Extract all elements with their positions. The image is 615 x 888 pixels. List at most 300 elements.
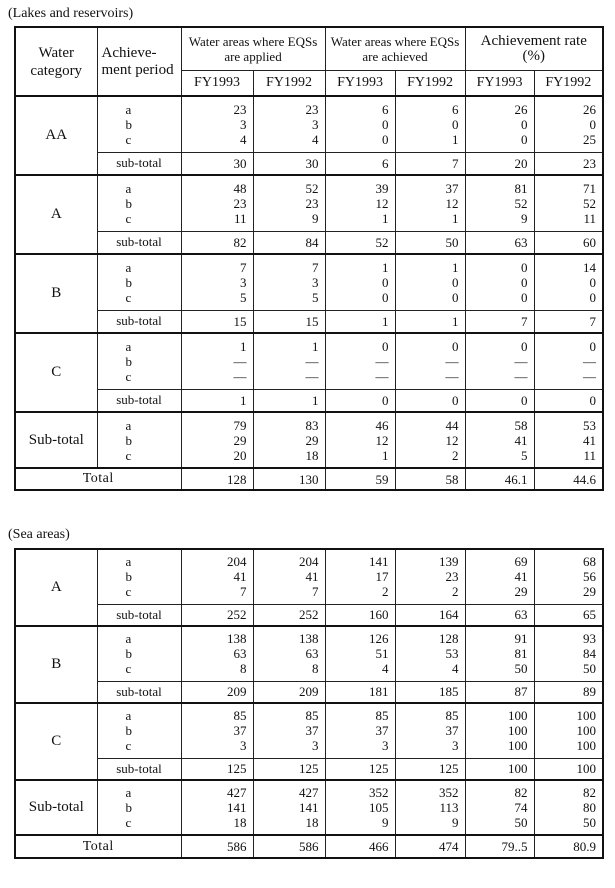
achievement-period-cell — [97, 703, 181, 758]
header-water-category: Water category — [15, 27, 97, 96]
rate-fy1992-subtotal: 65 — [534, 604, 603, 626]
period-label: b — [125, 646, 132, 662]
value: 85 — [233, 708, 247, 724]
rate-fy1993-total: 46.1 — [465, 468, 534, 490]
rate-fy1993-subtotal: 87 — [465, 681, 534, 703]
value: 7 — [240, 584, 247, 600]
applied-fy1992-cell — [253, 254, 325, 310]
applied-fy1993-cell — [181, 780, 253, 835]
achieved-fy1992-subtotal: 1 — [395, 310, 465, 333]
value: 9 — [521, 210, 528, 226]
table-row — [15, 333, 603, 389]
achieved-fy1993-subtotal: 160 — [325, 604, 395, 626]
header-fy1993: FY1993 — [325, 70, 395, 96]
value: — — [375, 353, 389, 369]
applied-fy1993-cell — [181, 412, 253, 468]
value: 3 — [382, 738, 389, 754]
value: 41 — [514, 569, 528, 585]
achieved-fy1993-subtotal: 1 — [325, 310, 395, 333]
achieved-fy1993-subtotal: 52 — [325, 231, 395, 254]
rate-fy1993-subtotal: 100 — [465, 758, 534, 780]
value: 23 — [305, 101, 319, 117]
value: 3 — [312, 738, 319, 754]
table-row — [15, 175, 603, 231]
value: 100 — [508, 723, 528, 739]
value: 82 — [514, 785, 528, 800]
value: 8 — [240, 661, 247, 677]
value: 100 — [508, 738, 528, 754]
value: 69 — [514, 554, 528, 570]
value: 100 — [576, 708, 596, 724]
rate-fy1993-cell — [465, 96, 534, 152]
value: 3 — [240, 738, 247, 754]
achievement-period-cell — [97, 175, 181, 231]
period-label: c — [125, 815, 132, 830]
value: 0 — [382, 289, 389, 305]
value: 0 — [521, 116, 528, 132]
value: 12 — [375, 195, 389, 211]
value: 0 — [521, 131, 528, 147]
rate-fy1993-subtotal: 7 — [465, 310, 534, 333]
value: 1 — [382, 259, 389, 275]
value: 63 — [233, 646, 247, 662]
value: 7 — [312, 259, 319, 275]
applied-fy1993-cell — [181, 333, 253, 389]
rate-fy1992-cell — [534, 626, 603, 681]
period-label: c — [125, 131, 132, 147]
table-row — [15, 626, 603, 681]
water-category-cell: C — [15, 333, 97, 412]
value: 12 — [445, 195, 459, 211]
achieved-fy1993-cell — [325, 549, 395, 604]
header-fy1992: FY1992 — [534, 70, 603, 96]
period-label: b — [125, 195, 132, 211]
value: 18 — [233, 815, 247, 830]
applied-fy1993-subtotal: 82 — [181, 231, 253, 254]
value: 81 — [514, 646, 528, 662]
rate-fy1992-cell — [534, 96, 603, 152]
applied-fy1992-subtotal: 30 — [253, 152, 325, 175]
value: 352 — [369, 785, 389, 800]
value: 37 — [445, 723, 459, 739]
achieved-fy1993-cell — [325, 175, 395, 231]
value: 1 — [452, 259, 459, 275]
water-category-cell: C — [15, 703, 97, 780]
value: 3 — [240, 274, 247, 290]
rate-fy1993-cell — [465, 254, 534, 310]
rate-fy1993-subtotal: 63 — [465, 231, 534, 254]
applied-fy1992-subtotal: 1 — [253, 389, 325, 412]
value: 9 — [452, 815, 459, 830]
value: 41 — [305, 569, 319, 585]
value: 85 — [305, 708, 319, 724]
value: 41 — [583, 432, 597, 448]
value: 0 — [382, 338, 389, 354]
achievement-period-cell — [97, 333, 181, 389]
applied-fy1992-cell — [253, 175, 325, 231]
value: 50 — [583, 815, 596, 830]
value: 48 — [233, 180, 247, 196]
value: 0 — [589, 274, 597, 290]
value: — — [305, 368, 319, 384]
applied-fy1993-cell — [181, 626, 253, 681]
value: 26 — [583, 101, 597, 117]
applied-fy1992-subtotal: 252 — [253, 604, 325, 626]
value: 53 — [445, 646, 459, 662]
applied-fy1992-subtotal: 125 — [253, 758, 325, 780]
rate-fy1993-subtotal: 0 — [465, 389, 534, 412]
header-applied: Water areas where EQSs are applied — [181, 27, 325, 70]
applied-fy1992-subtotal: 209 — [253, 681, 325, 703]
value: 52 — [514, 195, 528, 211]
value: 3 — [312, 116, 319, 132]
value: 126 — [369, 631, 389, 647]
value: 141 — [299, 800, 319, 815]
value: 3 — [240, 116, 247, 132]
rate-fy1992-subtotal: 23 — [534, 152, 603, 175]
subtotal-row — [15, 310, 603, 333]
value: 17 — [375, 569, 389, 585]
applied-fy1993-subtotal: 15 — [181, 310, 253, 333]
value: 80 — [583, 800, 596, 815]
rate-fy1993-cell — [465, 175, 534, 231]
period-label: a — [125, 338, 132, 354]
applied-fy1992-cell — [253, 96, 325, 152]
water-category-cell: A — [15, 549, 97, 626]
value: 9 — [312, 210, 319, 226]
value: 0 — [452, 338, 459, 354]
period-label: b — [125, 569, 132, 585]
water-category-cell: AA — [15, 96, 97, 175]
achievement-period-cell — [97, 412, 181, 468]
value: 26 — [514, 101, 528, 117]
applied-fy1992-cell — [253, 549, 325, 604]
value: 83 — [305, 417, 319, 433]
achieved-fy1993-cell — [325, 412, 395, 468]
applied-fy1993-subtotal: 125 — [181, 758, 253, 780]
header-fy1992: FY1992 — [253, 70, 325, 96]
period-label: b — [125, 116, 132, 132]
value: 23 — [233, 195, 247, 211]
period-label: a — [125, 708, 132, 724]
value: 29 — [233, 432, 247, 448]
value: 1 — [240, 338, 247, 354]
value: 74 — [514, 800, 528, 815]
sea-caption: (Sea areas) — [8, 527, 70, 542]
value: 23 — [305, 195, 319, 211]
total-label: Total — [15, 835, 181, 858]
achieved-fy1993-cell — [325, 254, 395, 310]
rate-fy1992-cell — [534, 333, 603, 389]
achieved-fy1993-subtotal: 6 — [325, 152, 395, 175]
value: 0 — [382, 116, 389, 132]
achieved-fy1992-cell — [395, 175, 465, 231]
value: 29 — [305, 432, 319, 448]
value: 2 — [452, 584, 459, 600]
value: — — [233, 353, 247, 369]
applied-fy1992-cell — [253, 626, 325, 681]
value: 23 — [445, 569, 459, 585]
rate-fy1992-total: 44.6 — [534, 468, 603, 490]
value: 37 — [305, 723, 319, 739]
value: 3 — [452, 738, 459, 754]
water-category-cell: B — [15, 626, 97, 703]
value: 25 — [583, 131, 597, 147]
value: 58 — [514, 417, 528, 433]
period-label: c — [125, 289, 132, 305]
period-label: b — [125, 800, 132, 815]
subtotal-row — [15, 604, 603, 626]
value: 6 — [382, 101, 389, 117]
value: 2 — [382, 584, 389, 600]
total-label: Total — [15, 468, 181, 490]
value: 427 — [227, 785, 247, 800]
value: 0 — [382, 131, 389, 147]
value: 53 — [583, 417, 597, 433]
applied-fy1992-cell — [253, 412, 325, 468]
value: 0 — [382, 274, 389, 290]
period-label: a — [125, 101, 132, 117]
rate-fy1993-cell — [465, 780, 534, 835]
value: 52 — [305, 180, 319, 196]
value: 29 — [583, 584, 596, 600]
total-row — [15, 468, 603, 490]
applied-fy1993-subtotal: 30 — [181, 152, 253, 175]
value: 50 — [583, 661, 596, 677]
water-category-cell: A — [15, 175, 97, 254]
value: 39 — [375, 180, 389, 196]
value: 79 — [233, 417, 247, 433]
rate-fy1992-cell — [534, 175, 603, 231]
value: 352 — [439, 785, 459, 800]
rate-fy1992-subtotal: 7 — [534, 310, 603, 333]
achieved-fy1992-cell — [395, 254, 465, 310]
value: 4 — [452, 661, 459, 677]
water-category-cell: B — [15, 254, 97, 333]
subtotal-row — [15, 231, 603, 254]
rate-fy1993-cell — [465, 626, 534, 681]
value: 37 — [445, 180, 459, 196]
subtotal-row — [15, 681, 603, 703]
applied-fy1992-total: 586 — [253, 835, 325, 858]
water-category-cell: Sub-total — [15, 780, 97, 835]
achieved-fy1992-subtotal: 50 — [395, 231, 465, 254]
value: — — [375, 368, 389, 384]
value: 44 — [445, 417, 459, 433]
value: 52 — [583, 195, 597, 211]
achieved-fy1992-cell — [395, 703, 465, 758]
header-rate: Achievement rate (%) — [465, 27, 603, 70]
achieved-fy1992-cell — [395, 412, 465, 468]
achieved-fy1993-total: 466 — [325, 835, 395, 858]
applied-fy1993-cell — [181, 254, 253, 310]
subtotal-label: sub-total — [97, 152, 181, 175]
value: 100 — [576, 738, 596, 754]
value: 11 — [233, 210, 247, 226]
applied-fy1993-cell — [181, 549, 253, 604]
achievement-period-cell — [97, 780, 181, 835]
table-row — [15, 703, 603, 758]
applied-fy1992-cell — [253, 780, 325, 835]
applied-fy1993-cell — [181, 175, 253, 231]
value: 0 — [521, 289, 528, 305]
value: 11 — [583, 210, 597, 226]
achieved-fy1992-subtotal: 125 — [395, 758, 465, 780]
applied-fy1992-total: 130 — [253, 468, 325, 490]
achievement-period-cell — [97, 254, 181, 310]
subtotal-label: sub-total — [97, 758, 181, 780]
value: 50 — [514, 661, 528, 677]
rate-fy1993-cell — [465, 333, 534, 389]
value: 8 — [312, 661, 319, 677]
applied-fy1993-subtotal: 209 — [181, 681, 253, 703]
period-label: c — [125, 584, 132, 600]
period-label: b — [125, 723, 132, 739]
rate-fy1992-total: 80.9 — [534, 835, 603, 858]
achieved-fy1992-subtotal: 0 — [395, 389, 465, 412]
subtotal-label: sub-total — [97, 681, 181, 703]
value: 0 — [521, 259, 528, 275]
achieved-fy1992-cell — [395, 96, 465, 152]
achieved-fy1993-subtotal: 125 — [325, 758, 395, 780]
value: — — [583, 353, 597, 369]
value: 138 — [299, 631, 319, 647]
applied-fy1993-total: 128 — [181, 468, 253, 490]
applied-fy1993-cell — [181, 96, 253, 152]
achieved-fy1992-cell — [395, 333, 465, 389]
applied-fy1993-subtotal: 1 — [181, 389, 253, 412]
rate-fy1993-cell — [465, 549, 534, 604]
value: 5 — [312, 289, 319, 305]
value: 41 — [233, 569, 247, 585]
period-label: b — [125, 353, 132, 369]
value: 141 — [227, 800, 247, 815]
value: 2 — [452, 447, 459, 463]
achieved-fy1993-cell — [325, 333, 395, 389]
subtotal-label: sub-total — [97, 604, 181, 626]
value: 4 — [240, 131, 247, 147]
period-label: a — [125, 785, 132, 800]
value: — — [305, 353, 319, 369]
rate-fy1992-cell — [534, 254, 603, 310]
value: 1 — [452, 210, 459, 226]
value: — — [233, 368, 247, 384]
value: 23 — [233, 101, 247, 117]
achieved-fy1993-subtotal: 181 — [325, 681, 395, 703]
table-row — [15, 96, 603, 152]
value: 4 — [312, 131, 319, 147]
subtotal-label: sub-total — [97, 231, 181, 254]
value: 204 — [299, 554, 319, 570]
rate-fy1993-subtotal: 20 — [465, 152, 534, 175]
value: — — [445, 368, 459, 384]
value: 11 — [583, 447, 597, 463]
header-fy1993: FY1993 — [181, 70, 253, 96]
value: 9 — [382, 815, 389, 830]
value: 50 — [514, 815, 528, 830]
achieved-fy1992-subtotal: 164 — [395, 604, 465, 626]
value: 84 — [583, 646, 596, 662]
achievement-period-cell — [97, 626, 181, 681]
rate-fy1993-cell — [465, 412, 534, 468]
value: 1 — [452, 131, 459, 147]
value: 427 — [299, 785, 319, 800]
value: 4 — [382, 661, 389, 677]
value: 20 — [233, 447, 247, 463]
lakes-caption: (Lakes and reservoirs) — [8, 6, 134, 21]
value: 81 — [514, 180, 528, 196]
value: 138 — [227, 631, 247, 647]
value: 12 — [375, 432, 389, 448]
value: — — [514, 368, 528, 384]
rate-fy1992-cell — [534, 412, 603, 468]
subtotal-row — [15, 389, 603, 412]
value: 5 — [521, 447, 528, 463]
achieved-fy1993-cell — [325, 626, 395, 681]
value: 93 — [583, 631, 596, 647]
period-label: c — [125, 661, 132, 677]
value: 1 — [382, 447, 389, 463]
period-label: c — [125, 210, 132, 226]
table-row — [15, 254, 603, 310]
applied-fy1992-subtotal: 15 — [253, 310, 325, 333]
value: 0 — [521, 338, 528, 354]
applied-fy1993-cell — [181, 703, 253, 758]
period-label: b — [125, 432, 132, 448]
value: 85 — [445, 708, 459, 724]
achieved-fy1993-cell — [325, 96, 395, 152]
value: 1 — [312, 338, 319, 354]
table-row — [15, 780, 603, 835]
rate-fy1992-cell — [534, 549, 603, 604]
value: 139 — [439, 554, 459, 570]
achieved-fy1992-cell — [395, 626, 465, 681]
applied-fy1993-subtotal: 252 — [181, 604, 253, 626]
value: 100 — [508, 708, 528, 724]
achieved-fy1993-subtotal: 0 — [325, 389, 395, 412]
value: 113 — [439, 800, 459, 815]
applied-fy1992-cell — [253, 333, 325, 389]
rate-fy1992-subtotal: 0 — [534, 389, 603, 412]
value: 141 — [369, 554, 389, 570]
value: 0 — [452, 274, 459, 290]
value: 41 — [514, 432, 528, 448]
table-row — [15, 549, 603, 604]
subtotal-row — [15, 758, 603, 780]
achieved-fy1992-subtotal: 185 — [395, 681, 465, 703]
rate-fy1992-subtotal: 89 — [534, 681, 603, 703]
period-label: c — [125, 447, 132, 463]
period-label: c — [125, 368, 132, 384]
achieved-fy1992-total: 474 — [395, 835, 465, 858]
water-category-cell: Sub-total — [15, 412, 97, 468]
value: 18 — [305, 815, 319, 830]
value: 7 — [312, 584, 319, 600]
header-achieved: Water areas where EQSs are achieved — [325, 27, 465, 70]
value: 46 — [375, 417, 389, 433]
value: 105 — [369, 800, 389, 815]
achieved-fy1993-total: 59 — [325, 468, 395, 490]
value: 5 — [240, 289, 247, 305]
value: 128 — [439, 631, 459, 647]
value: — — [514, 353, 528, 369]
rate-fy1993-cell — [465, 703, 534, 758]
achieved-fy1992-cell — [395, 780, 465, 835]
value: 0 — [589, 116, 597, 132]
value: 100 — [576, 723, 596, 739]
value: 18 — [305, 447, 319, 463]
period-label: a — [125, 180, 132, 196]
